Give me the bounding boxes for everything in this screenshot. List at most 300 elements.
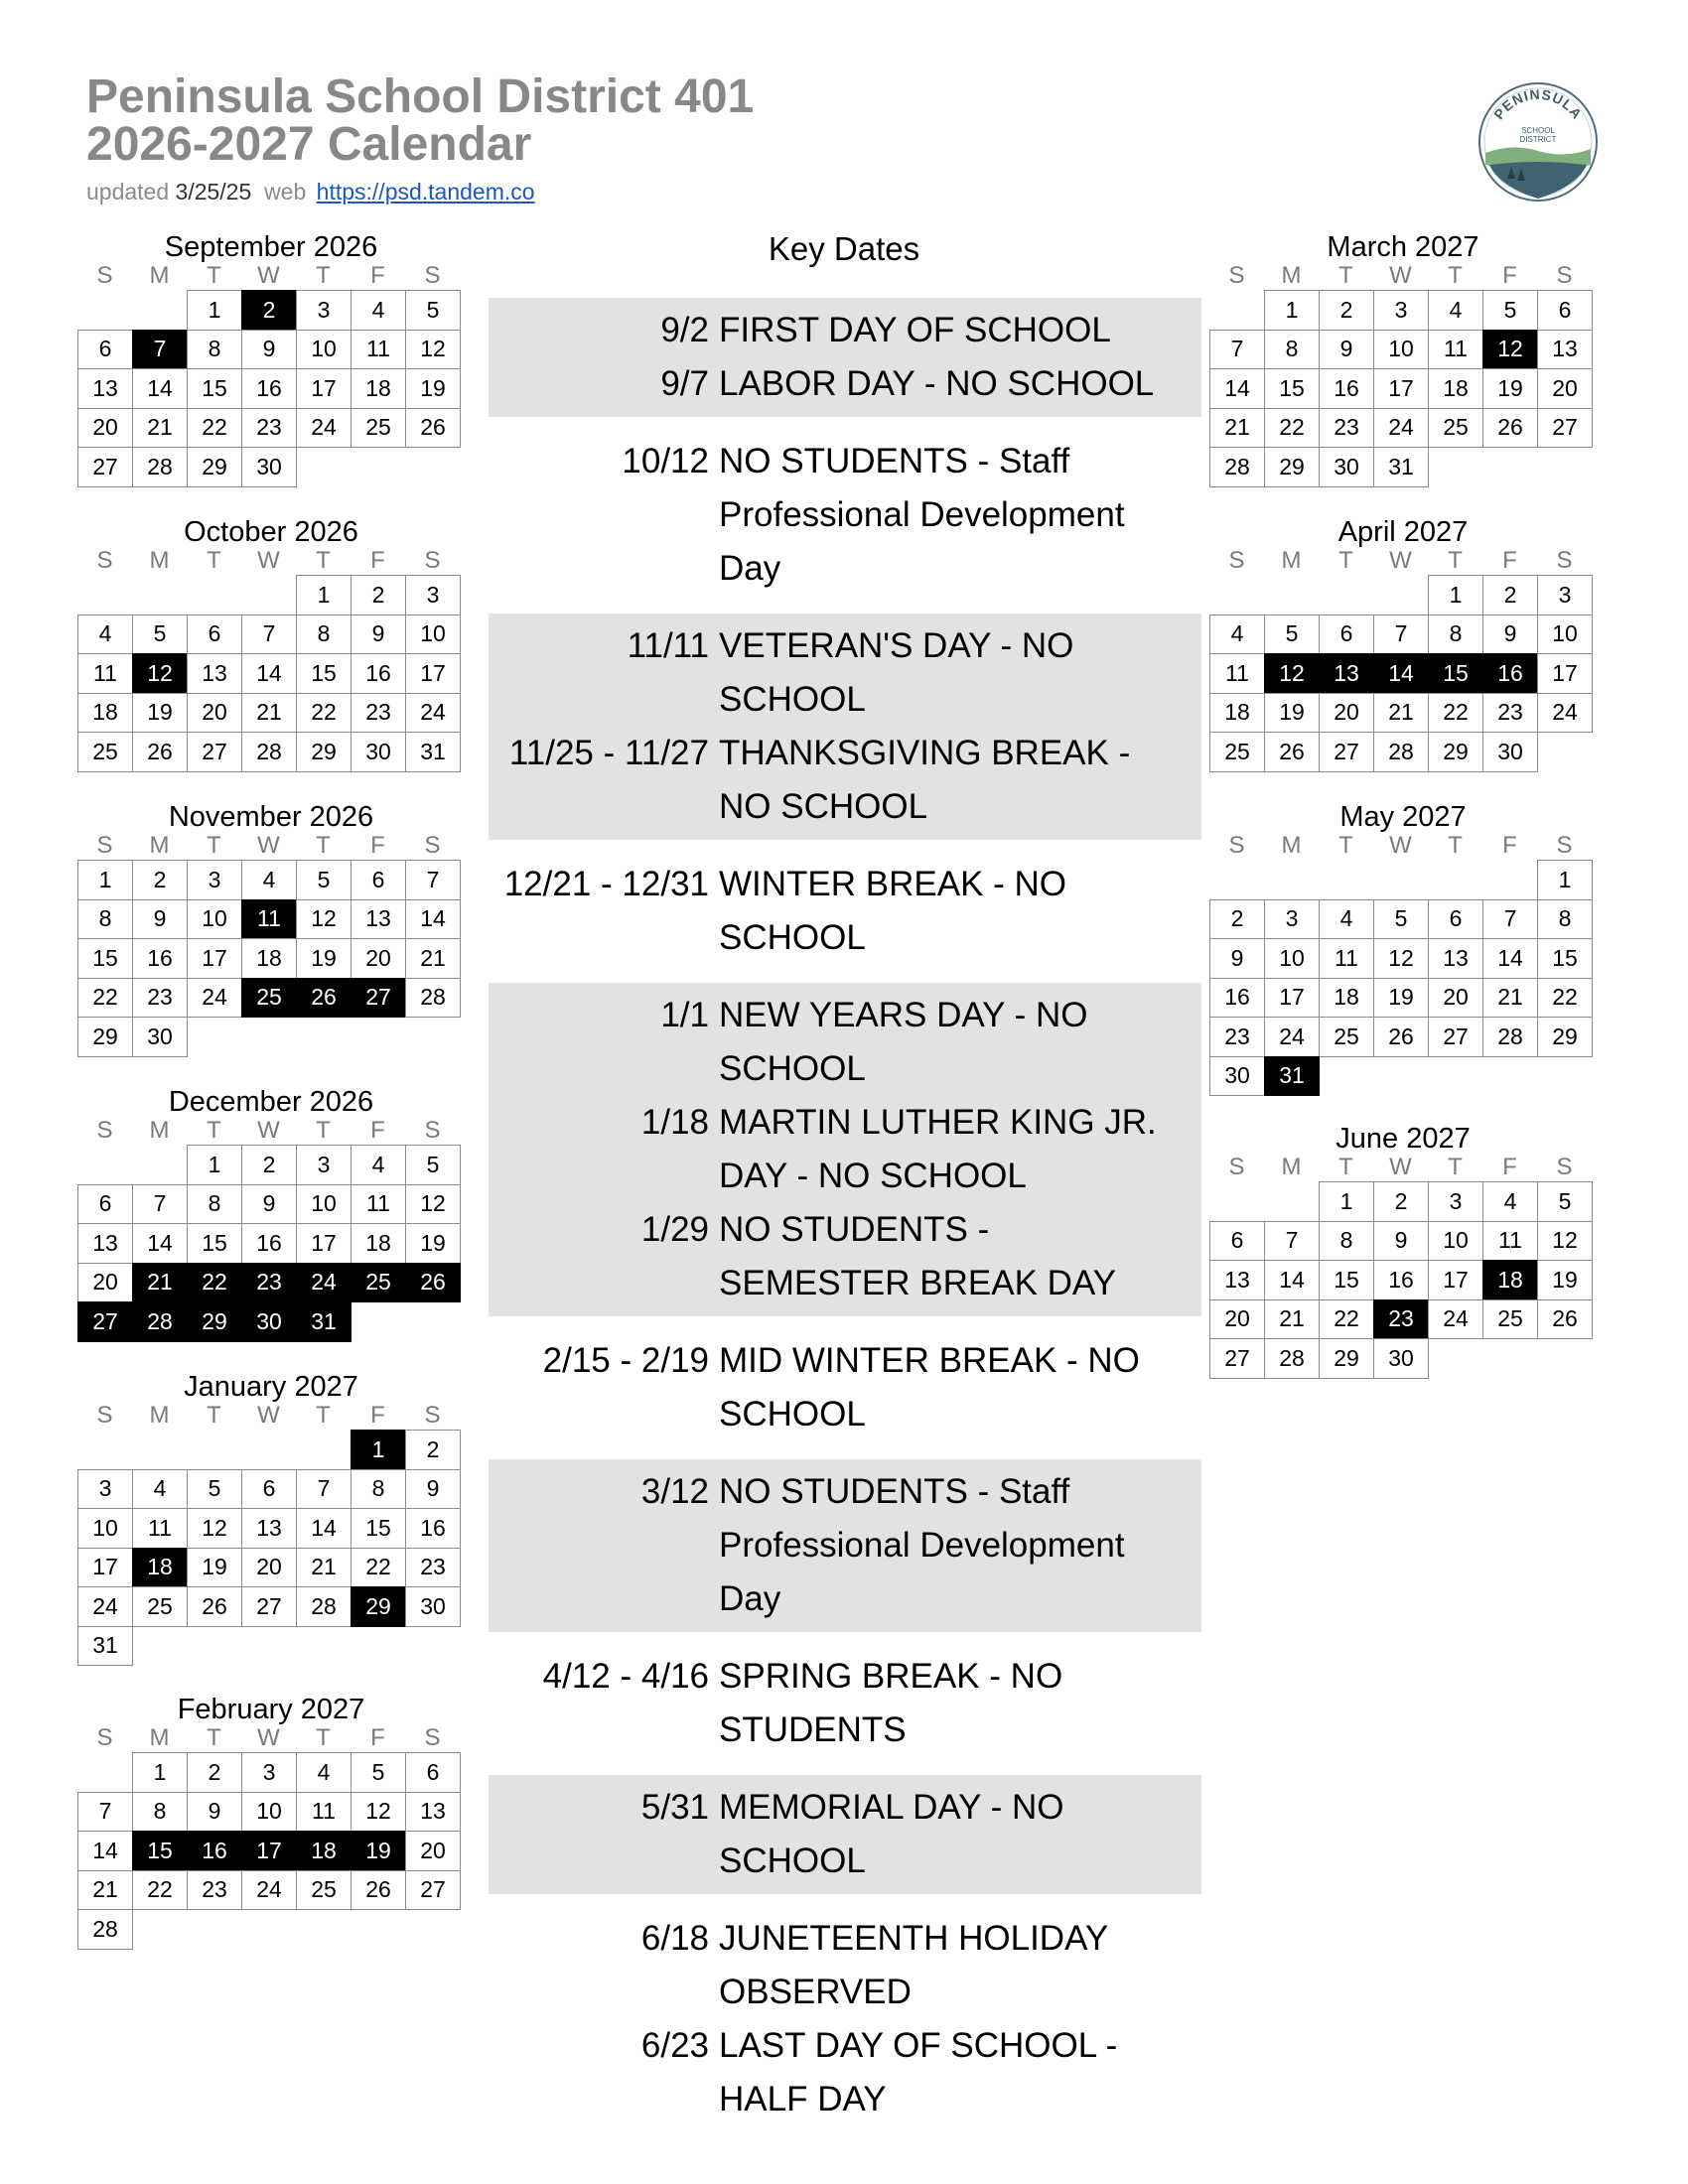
day-cell: 11 <box>1319 938 1374 979</box>
day-cell: 13 <box>77 368 133 409</box>
day-cell: 19 <box>405 368 461 409</box>
day-cell: 14 <box>296 1508 352 1549</box>
day-cell: 7 <box>1373 614 1429 655</box>
day-cell: 17 <box>1428 1260 1483 1300</box>
key-date-item <box>489 858 1201 965</box>
weekday-letter: W <box>1389 1154 1412 1180</box>
day-cell: 8 <box>1537 899 1593 940</box>
weekday-letter: S <box>424 832 441 859</box>
day-cell: 27 <box>1537 408 1593 449</box>
key-date-description: SPRING BREAK - NO STUDENTS <box>719 1657 1063 1749</box>
key-date-description: NEW YEARS DAY - NO SCHOOL <box>719 996 1088 1088</box>
key-date-date: 1/1 <box>660 996 709 1034</box>
weekday-letter: W <box>257 1402 280 1429</box>
highlighted-day-cell: 23 <box>241 1263 297 1303</box>
day-cell: 22 <box>1537 978 1593 1019</box>
key-date-date: 12/21 - 12/31 <box>503 865 709 903</box>
highlighted-day-cell: 2 <box>241 290 297 331</box>
key-date-date: 1/29 <box>640 1210 709 1249</box>
key-date-date: 4/12 - 4/16 <box>542 1657 709 1696</box>
day-cell: 28 <box>77 1909 133 1950</box>
day-cell: 4 <box>1209 614 1265 655</box>
weekday-header <box>77 549 465 573</box>
key-date-group <box>489 429 1201 602</box>
weekday-letter: T <box>207 1724 221 1751</box>
key-date-group <box>489 298 1201 417</box>
weekday-letter: W <box>257 832 280 859</box>
day-cell: 8 <box>187 330 242 370</box>
highlighted-day-cell: 23 <box>1373 1299 1429 1340</box>
weekday-letter: W <box>257 1117 280 1144</box>
day-cell: 23 <box>351 693 406 734</box>
weekday-letter: S <box>1556 1154 1573 1180</box>
key-date-date: 11/11 <box>627 626 709 665</box>
day-cell: 9 <box>351 614 406 655</box>
day-cell: 16 <box>241 1223 297 1264</box>
weekday-letter: T <box>316 1117 331 1144</box>
day-cell: 28 <box>241 732 297 772</box>
day-cell: 21 <box>77 1870 133 1911</box>
page-header <box>86 70 755 205</box>
day-cell: 20 <box>77 408 133 449</box>
highlighted-day-cell: 18 <box>132 1548 188 1588</box>
day-cell: 22 <box>296 693 352 734</box>
day-cell: 24 <box>241 1870 297 1911</box>
weekday-letter: W <box>1389 262 1412 289</box>
day-cell: 21 <box>132 408 188 449</box>
day-grid <box>1209 1181 1597 1378</box>
day-cell: 30 <box>132 1017 188 1057</box>
day-cell: 9 <box>1482 614 1538 655</box>
weekday-header <box>1209 1156 1597 1179</box>
highlighted-day-cell: 1 <box>351 1430 406 1470</box>
day-cell: 28 <box>296 1586 352 1627</box>
web-label: web <box>264 179 307 205</box>
day-cell: 2 <box>1482 575 1538 615</box>
day-cell: 1 <box>1537 860 1593 900</box>
day-cell: 13 <box>351 899 406 940</box>
day-grid <box>77 575 465 771</box>
day-cell: 4 <box>1428 290 1483 331</box>
month-calendar <box>77 230 465 486</box>
day-cell: 20 <box>1428 978 1483 1019</box>
day-cell: 28 <box>1482 1017 1538 1057</box>
day-cell: 26 <box>1373 1017 1429 1057</box>
month-title: September 2026 <box>164 231 378 263</box>
weekday-letter: T <box>1338 547 1353 574</box>
day-cell: 22 <box>1264 408 1320 449</box>
day-cell: 24 <box>1428 1299 1483 1340</box>
weekday-letter: T <box>1338 1154 1353 1180</box>
month-title: March 2027 <box>1327 231 1479 263</box>
day-cell: 9 <box>241 1184 297 1225</box>
day-cell: 5 <box>296 860 352 900</box>
day-cell: 16 <box>132 938 188 979</box>
day-cell: 10 <box>405 614 461 655</box>
day-cell: 3 <box>1264 899 1320 940</box>
weekday-letter: T <box>207 1117 221 1144</box>
day-cell: 6 <box>77 1184 133 1225</box>
day-cell: 1 <box>187 290 242 331</box>
highlighted-day-cell: 28 <box>132 1301 188 1342</box>
key-dates-list <box>489 298 1201 2144</box>
day-cell: 23 <box>1209 1017 1265 1057</box>
day-cell: 10 <box>1373 330 1429 370</box>
day-cell: 18 <box>1319 978 1374 1019</box>
key-date-item <box>489 1781 1201 1888</box>
day-cell: 6 <box>77 330 133 370</box>
day-grid <box>77 1752 465 1949</box>
weekday-header <box>77 264 465 288</box>
day-cell: 7 <box>1264 1221 1320 1262</box>
highlighted-day-cell: 15 <box>1428 653 1483 694</box>
day-cell: 3 <box>77 1469 133 1510</box>
day-cell: 11 <box>296 1792 352 1833</box>
key-date-group <box>489 983 1201 1316</box>
day-cell: 1 <box>1428 575 1483 615</box>
day-cell: 20 <box>77 1263 133 1303</box>
day-cell: 28 <box>132 447 188 487</box>
day-cell: 6 <box>187 614 242 655</box>
day-cell: 28 <box>1373 732 1429 772</box>
day-cell: 11 <box>351 1184 406 1225</box>
day-cell: 30 <box>241 447 297 487</box>
day-cell: 15 <box>1319 1260 1374 1300</box>
day-cell: 28 <box>1264 1338 1320 1379</box>
weekday-letter: T <box>1448 547 1463 574</box>
day-cell: 17 <box>1264 978 1320 1019</box>
weekday-letter: S <box>96 1117 113 1144</box>
day-cell: 20 <box>1319 693 1374 734</box>
key-date-date: 2/15 - 2/19 <box>542 1341 709 1380</box>
day-cell: 10 <box>187 899 242 940</box>
day-cell: 13 <box>1209 1260 1265 1300</box>
day-cell: 15 <box>187 368 242 409</box>
day-cell: 13 <box>1428 938 1483 979</box>
day-cell: 5 <box>405 290 461 331</box>
day-cell: 29 <box>1264 447 1320 487</box>
day-cell: 3 <box>296 1145 352 1185</box>
day-cell: 30 <box>351 732 406 772</box>
weekday-letter: F <box>370 1402 385 1429</box>
month-calendar <box>1209 800 1597 1095</box>
key-date-item <box>489 727 1201 834</box>
day-cell: 24 <box>1537 693 1593 734</box>
weekday-letter: T <box>1448 832 1463 859</box>
day-cell: 21 <box>405 938 461 979</box>
month-calendar <box>77 1693 465 1949</box>
weekday-letter: W <box>257 1724 280 1751</box>
weekday-letter: T <box>316 832 331 859</box>
day-cell: 15 <box>1264 368 1320 409</box>
month-calendar <box>1209 1122 1597 1378</box>
weekday-header <box>77 1726 465 1750</box>
day-cell: 27 <box>1428 1017 1483 1057</box>
key-date-date: 11/25 - 11/27 <box>508 734 709 772</box>
day-cell: 7 <box>241 614 297 655</box>
highlighted-day-cell: 26 <box>405 1263 461 1303</box>
weekday-letter: S <box>96 1724 113 1751</box>
day-cell: 11 <box>132 1508 188 1549</box>
day-cell: 15 <box>296 653 352 694</box>
day-cell: 13 <box>241 1508 297 1549</box>
key-date-description: NO STUDENTS - Staff Professional Development Day <box>719 442 1125 588</box>
weekday-letter: T <box>207 1402 221 1429</box>
day-cell: 3 <box>1428 1181 1483 1222</box>
day-cell: 17 <box>1373 368 1429 409</box>
key-date-item <box>489 619 1201 727</box>
day-cell: 10 <box>1264 938 1320 979</box>
day-cell: 9 <box>1209 938 1265 979</box>
day-cell: 23 <box>405 1548 461 1588</box>
highlighted-day-cell: 11 <box>241 899 297 940</box>
day-cell: 19 <box>132 693 188 734</box>
key-date-description: JUNETEENTH HOLIDAY OBSERVED <box>719 1919 1108 2011</box>
day-cell: 26 <box>405 408 461 449</box>
key-date-date: 6/18 <box>640 1919 709 1958</box>
day-cell: 21 <box>1373 693 1429 734</box>
day-cell: 25 <box>1482 1299 1538 1340</box>
logo-text-district: DISTRICT <box>1519 135 1557 144</box>
weekday-letter: T <box>1338 262 1353 289</box>
day-cell: 11 <box>1428 330 1483 370</box>
day-cell: 4 <box>132 1469 188 1510</box>
day-cell: 3 <box>1537 575 1593 615</box>
day-cell: 16 <box>351 653 406 694</box>
day-cell: 20 <box>1209 1299 1265 1340</box>
key-dates-title: Key Dates <box>768 230 920 267</box>
day-cell: 16 <box>1319 368 1374 409</box>
key-date-date: 3/12 <box>640 1472 709 1511</box>
weekday-letter: M <box>149 1117 170 1144</box>
day-grid <box>77 860 465 1056</box>
month-calendar <box>1209 515 1597 771</box>
month-title: November 2026 <box>168 801 374 833</box>
weekday-letter: M <box>1281 547 1302 574</box>
weekday-letter: T <box>207 547 221 574</box>
day-cell: 1 <box>77 860 133 900</box>
weekday-letter: T <box>1448 1154 1463 1180</box>
weekday-letter: F <box>370 262 385 289</box>
highlighted-day-cell: 12 <box>132 653 188 694</box>
day-cell: 12 <box>405 330 461 370</box>
weekday-header <box>77 834 465 858</box>
highlighted-day-cell: 7 <box>132 330 188 370</box>
day-cell: 17 <box>1537 653 1593 694</box>
day-cell: 5 <box>1482 290 1538 331</box>
day-cell: 8 <box>296 614 352 655</box>
day-cell: 7 <box>1482 899 1538 940</box>
day-cell: 6 <box>1209 1221 1265 1262</box>
day-cell: 14 <box>405 899 461 940</box>
day-cell: 19 <box>1373 978 1429 1019</box>
key-date-item <box>489 1203 1201 1310</box>
day-cell: 30 <box>1482 732 1538 772</box>
highlighted-day-cell: 22 <box>187 1263 242 1303</box>
highlighted-day-cell: 18 <box>1482 1260 1538 1300</box>
key-date-date: 6/23 <box>640 2026 709 2065</box>
day-cell: 24 <box>187 978 242 1019</box>
month-title: December 2026 <box>168 1086 374 1118</box>
day-cell: 28 <box>1209 447 1265 487</box>
day-cell: 21 <box>1209 408 1265 449</box>
day-cell: 6 <box>1537 290 1593 331</box>
weekday-letter: W <box>1389 547 1412 574</box>
key-date-date: 9/2 <box>660 311 709 349</box>
day-cell: 12 <box>1537 1221 1593 1262</box>
day-cell: 10 <box>296 1184 352 1225</box>
key-date-item <box>489 357 1201 411</box>
day-cell: 14 <box>1209 368 1265 409</box>
day-cell: 7 <box>296 1469 352 1510</box>
highlighted-day-cell: 14 <box>1373 653 1429 694</box>
calendar-title: 2026-2027 Calendar <box>86 118 532 171</box>
weekday-letter: M <box>1281 262 1302 289</box>
highlighted-day-cell: 17 <box>241 1831 297 1871</box>
weekday-letter: M <box>149 547 170 574</box>
day-cell: 8 <box>1319 1221 1374 1262</box>
weekday-letter: S <box>1228 1154 1245 1180</box>
day-cell: 2 <box>187 1752 242 1793</box>
weekday-letter: S <box>1228 547 1245 574</box>
day-grid <box>77 290 465 486</box>
day-cell: 21 <box>296 1548 352 1588</box>
weekday-letter: S <box>1556 262 1573 289</box>
logo-text-school: SCHOOL <box>1521 126 1555 135</box>
day-cell: 26 <box>1537 1299 1593 1340</box>
day-cell: 25 <box>1428 408 1483 449</box>
day-cell: 19 <box>1482 368 1538 409</box>
weekday-letter: F <box>1502 832 1517 859</box>
day-cell: 18 <box>77 693 133 734</box>
day-cell: 10 <box>296 330 352 370</box>
day-cell: 2 <box>351 575 406 615</box>
weekday-header <box>1209 834 1597 858</box>
key-date-description: MARTIN LUTHER KING JR. DAY - NO SCHOOL <box>719 1103 1157 1195</box>
day-cell: 12 <box>187 1508 242 1549</box>
day-cell: 3 <box>241 1752 297 1793</box>
highlighted-day-cell: 27 <box>77 1301 133 1342</box>
highlighted-day-cell: 13 <box>1319 653 1374 694</box>
day-cell: 3 <box>187 860 242 900</box>
day-cell: 11 <box>351 330 406 370</box>
day-cell: 23 <box>187 1870 242 1911</box>
day-cell: 29 <box>1319 1338 1374 1379</box>
day-cell: 29 <box>77 1017 133 1057</box>
day-cell: 13 <box>405 1792 461 1833</box>
day-cell: 5 <box>405 1145 461 1185</box>
day-cell: 29 <box>187 447 242 487</box>
logo-arc-text: PENINSULA <box>1490 85 1586 123</box>
day-grid <box>77 1430 465 1665</box>
day-grid <box>77 1145 465 1341</box>
highlighted-day-cell: 26 <box>296 978 352 1019</box>
weekday-letter: M <box>149 262 170 289</box>
highlighted-day-cell: 27 <box>351 978 406 1019</box>
weekday-letter: F <box>1502 1154 1517 1180</box>
weekday-letter: S <box>96 262 113 289</box>
day-cell: 23 <box>1482 693 1538 734</box>
updated-line <box>86 179 754 205</box>
day-cell: 7 <box>132 1184 188 1225</box>
updated-label: updated <box>86 179 170 205</box>
highlighted-day-cell: 25 <box>351 1263 406 1303</box>
key-date-item <box>489 1465 1201 1626</box>
key-date-group <box>489 1459 1201 1632</box>
key-date-item <box>489 1334 1201 1441</box>
month-calendar <box>77 800 465 1056</box>
weekday-letter: S <box>1556 547 1573 574</box>
weekday-letter: S <box>424 262 441 289</box>
day-cell: 14 <box>77 1831 133 1871</box>
day-cell: 1 <box>132 1752 188 1793</box>
key-date-description: LAST DAY OF SCHOOL - HALF DAY <box>719 2026 1118 2118</box>
day-cell: 26 <box>351 1870 406 1911</box>
weekday-letter: M <box>1281 1154 1302 1180</box>
day-cell: 24 <box>77 1586 133 1627</box>
weekday-letter: F <box>370 832 385 859</box>
highlighted-day-cell: 31 <box>296 1301 352 1342</box>
weekday-letter: M <box>149 1402 170 1429</box>
day-cell: 26 <box>187 1586 242 1627</box>
key-date-description: THANKSGIVING BREAK - NO SCHOOL <box>719 734 1131 826</box>
key-date-group <box>489 1906 1201 2132</box>
weekday-letter: T <box>1338 832 1353 859</box>
day-cell: 16 <box>1373 1260 1429 1300</box>
day-cell: 25 <box>1209 732 1265 772</box>
weekday-letter: T <box>207 262 221 289</box>
day-cell: 25 <box>1319 1017 1374 1057</box>
key-date-description: NO STUDENTS - SEMESTER BREAK DAY <box>719 1210 1117 1302</box>
website-link[interactable]: https://psd.tandem.co <box>316 179 535 205</box>
day-cell: 11 <box>1482 1221 1538 1262</box>
day-cell: 14 <box>1482 938 1538 979</box>
day-cell: 10 <box>241 1792 297 1833</box>
weekday-header <box>77 1119 465 1143</box>
day-cell: 15 <box>1537 938 1593 979</box>
weekday-letter: F <box>370 1117 385 1144</box>
key-date-item <box>489 304 1201 357</box>
day-cell: 1 <box>296 575 352 615</box>
day-cell: 7 <box>405 860 461 900</box>
day-cell: 14 <box>132 368 188 409</box>
highlighted-day-cell: 29 <box>187 1301 242 1342</box>
highlighted-day-cell: 24 <box>296 1263 352 1303</box>
day-cell: 14 <box>241 653 297 694</box>
day-cell: 22 <box>132 1870 188 1911</box>
key-date-group <box>489 614 1201 840</box>
weekday-letter: S <box>96 832 113 859</box>
day-cell: 2 <box>132 860 188 900</box>
weekday-letter: M <box>149 832 170 859</box>
day-cell: 1 <box>1264 290 1320 331</box>
day-cell: 29 <box>1428 732 1483 772</box>
weekday-header <box>1209 549 1597 573</box>
day-grid <box>1209 860 1597 1095</box>
day-cell: 8 <box>132 1792 188 1833</box>
day-cell: 23 <box>1319 408 1374 449</box>
month-calendar <box>77 515 465 771</box>
month-title: February 2027 <box>177 1694 365 1725</box>
weekday-letter: S <box>96 547 113 574</box>
day-cell: 15 <box>187 1223 242 1264</box>
day-cell: 15 <box>351 1508 406 1549</box>
day-cell: 24 <box>296 408 352 449</box>
day-cell: 18 <box>351 1223 406 1264</box>
district-logo <box>1477 81 1599 203</box>
day-cell: 21 <box>1482 978 1538 1019</box>
day-cell: 27 <box>187 732 242 772</box>
